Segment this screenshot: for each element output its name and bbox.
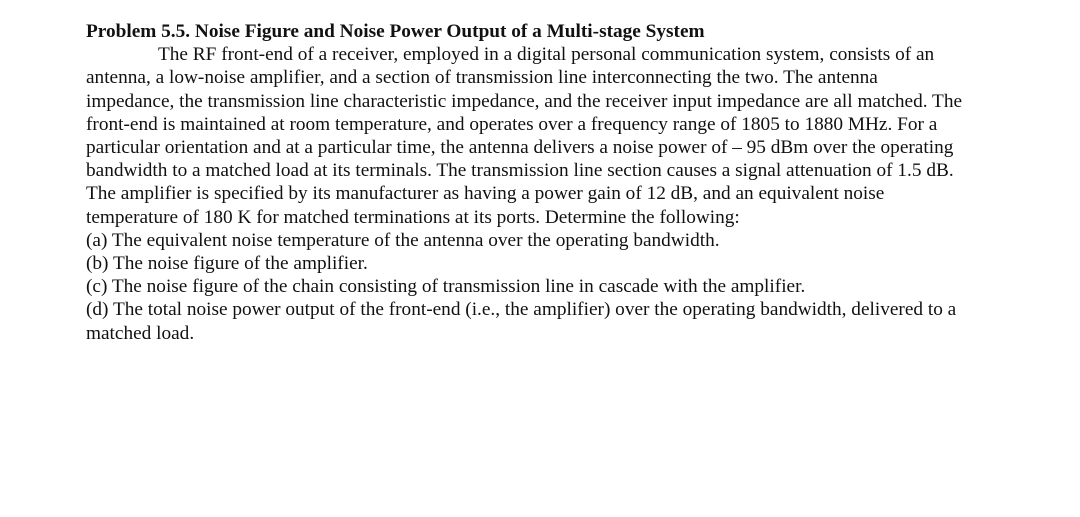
question-item-b: (b) The noise figure of the amplifier.: [86, 253, 368, 275]
question-item-d: (d) The total noise power output of the front-end (i.e., the amplifier) over the operating bandwidth, delivered to a matched load.: [86, 299, 957, 344]
question-list: [86, 229, 966, 345]
problem-document: [86, 20, 966, 345]
problem-title: Problem 5.5. Noise Figure and Noise Power Output of a Multi-stage System: [86, 21, 705, 42]
problem-statement: The RF front-end of a receiver, employed in a digital personal communication system, consists of an antenna, a low-noise amplifier, and a section of transmission line interconnecting the two. The antenna impedance, the transmission line characteristic impedance, and the receiver input impedance are all matched. The front-end is maintained at room temperature, and operates over a frequency range of 1805 to 1880 MHz. For a particular orientation and at a particular time, the antenna delivers a noise power of – 95 dBm over the operating bandwidth to a matched load at its terminals. The transmission line section causes a signal attenuation of 1.5 dB. The amplifier is specified by its manufacturer as having a power gain of 12 dB, and an equivalent noise temperature of 180 K for matched terminations at its ports. Determine the following:: [86, 44, 963, 228]
question-item-a: (a) The equivalent noise temperature of the antenna over the operating bandwidth.: [86, 229, 720, 251]
question-item-c: (c) The noise figure of the chain consisting of transmission line in cascade with the amplifier.: [86, 276, 806, 298]
